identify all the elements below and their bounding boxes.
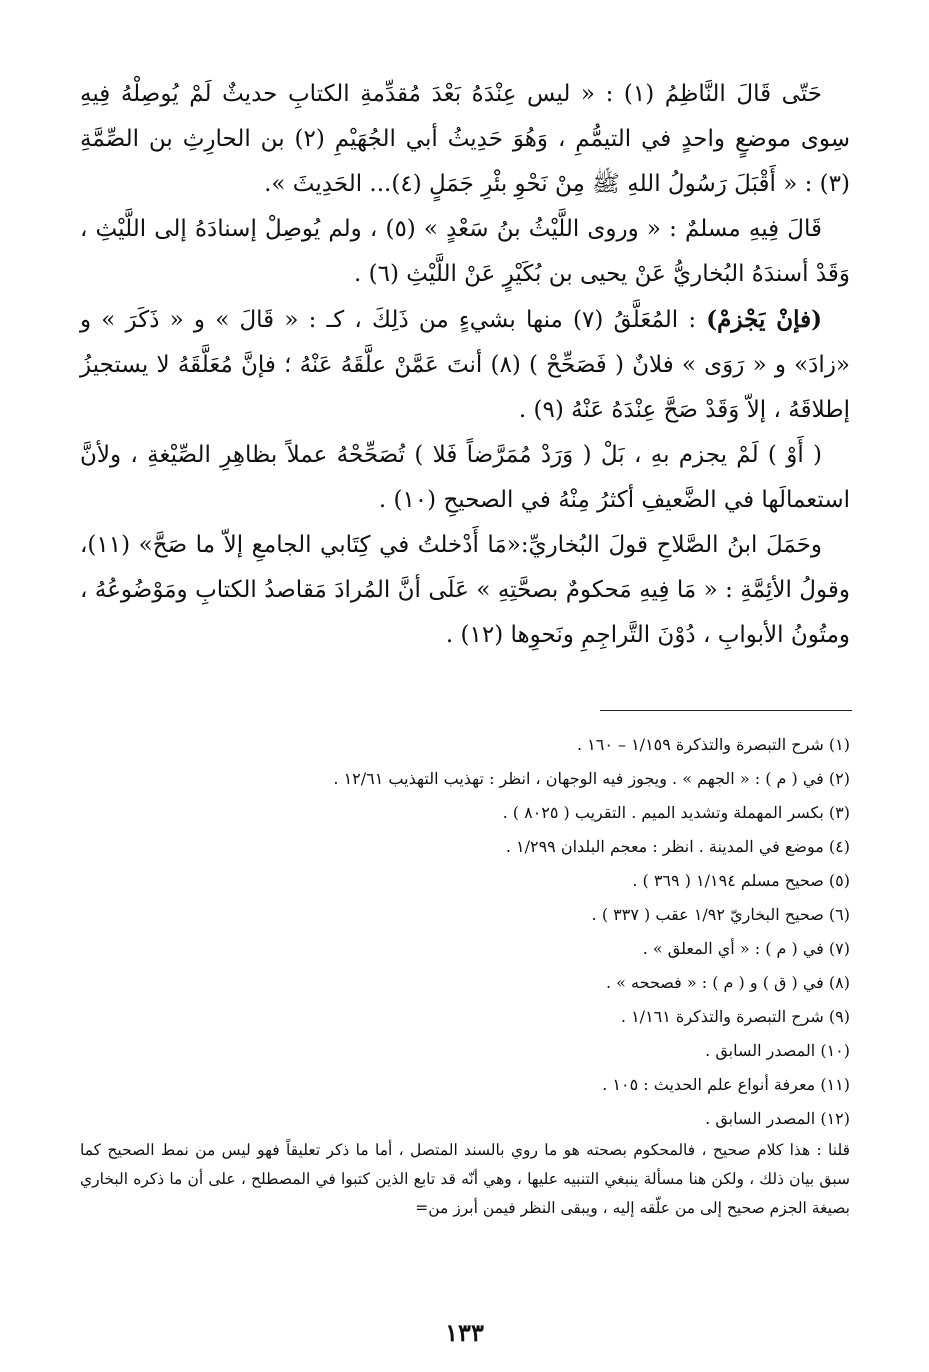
footnote-12: (١٢) المصدر السابق .	[705, 1109, 850, 1128]
footnote-4: (٤) موضع في المدينة . انظر : معجم البلدان ١/٢٩٩ .	[505, 837, 850, 856]
paragraph-3-text: : المُعَلَّقُ (٧) منها بشيءٍ من ذَلِكَ ، كـ : « قَالَ » و « ذَكَرَ » و «زادَ» و « رَوَى » فلانٌ ( فَصَحِّحْ ) (٨) أنتَ عَمَّنْ علَّقَهُ عَنْهُ ؛ فإنَّ مُعَلَّقَهُ لا يستجيزُ إطلاقَهُ ، إلاّ وَقَدْ صَحَّ عِنْدَهُ عَنْهُ (٩) .	[80, 307, 850, 423]
footnotes	[80, 728, 850, 1223]
footnote-separator	[600, 710, 852, 711]
footnote-2: (٢) في ( م ) : « الجهم » . ويجوز فيه الوجهان ، انظر : تهذيب التهذيب ١٢/٦١ .	[333, 769, 850, 788]
paragraph-3	[80, 297, 850, 433]
main-text	[80, 72, 850, 658]
footnote-7: (٧) في ( م ) : « أي المعلق » .	[642, 939, 850, 958]
verse-term: (فإنْ يَجْزمْ)	[706, 306, 823, 333]
paragraph-2: قَالَ فِيهِ مسلمٌ : « وروى اللَّيْثُ بنُ سَعْدٍ » (٥) ، ولم يُوصِلْ إسنادَهُ إلى اللَّيْثِ ، وَقَدْ أسندَهُ البُخاريُّ عَنْ يحيى بن بُكَيْرٍ عَنْ اللَّيْثِ (٦) .	[80, 216, 850, 287]
footnote-6: (٦) صحيح البخاريّ ١/٩٢ عقب ( ٣٣٧ ) .	[591, 905, 850, 924]
footnote-3: (٣) بكسر المهملة وتشديد الميم . التقريب ( ٨٠٢٥ ) .	[502, 803, 850, 822]
footnote-9: (٩) شرح التبصرة والتذكرة ١/١٦١ .	[620, 1007, 850, 1026]
paragraph-1: حَتّى قَالَ النَّاظِمُ (١) : « ليس عِنْدَهُ بَعْدَ مُقدِّمةِ الكتابِ حديثٌ لَمْ يُوصِلْهُ فِيهِ سِوى موضعٍ واحدٍ في التيمُّمِ ، وَهُوَ حَدِيثُ أبي الجُهَيْمِ (٢) بن الحارِثِ بن الصِّمَّةِ (٣) : « أَقْبَلَ رَسُولُ اللهِ ﷺ مِنْ نَحْوِ بئْرِ جَمَلٍ (٤)... الحَدِيثَ ».	[80, 81, 851, 197]
footnote-10: (١٠) المصدر السابق .	[705, 1041, 850, 1060]
editor-comment: قلنا : هذا كلام صحيح ، فالمحكوم بصحته هو ما روي بالسند المتصل ، أما ما ذكر تعليقاً فهو ليس من نمط الصحيح كما سبق بيان ذلك ، ولكن هنا مسألة ينبغي التنبيه عليها ، وهي أنّه قد تابع الذين كتبوا في المصطلح ، على أن ما ذكره البخاري بصيغة الجزم صحيح إلى من علّقه إليه ، ويبقى النظر فيمن أبرز من=	[80, 1141, 850, 1217]
paragraph-4: ( أَوْ ) لَمْ يجزم بهِ ، بَلْ ( وَرَدْ مُمَرَّضاً فَلا ) تُصَحِّحْهُ عملاً بظاهِرِ الصِّيْغةِ ، ولأنَّ استعمالَها في الضَّعيفِ أكثرُ مِنْهُ في الصحيحِ (١٠) .	[80, 442, 850, 513]
footnote-5: (٥) صحيح مسلم ١/١٩٤ ( ٣٦٩ ) .	[632, 871, 850, 890]
footnote-1: (١) شرح التبصرة والتذكرة ١/١٥٩ – ١٦٠ .	[576, 735, 850, 754]
footnote-8: (٨) في ( ق ) و ( م ) : « فصححه » .	[605, 973, 850, 992]
footnote-11: (١١) معرفة أنواع علم الحديث : ١٠٥ .	[602, 1075, 850, 1094]
page-number: ١٣٣	[445, 1318, 484, 1347]
paragraph-5: وحَمَلَ ابنُ الصَّلاحِ قولَ البُخاريِّ:«مَا أَدْخلتُ في كِتَابي الجامعِ إلاّ ما صَحَّ» (١١)، وقولُ الأئِمَّةِ : « مَا فِيهِ مَحكومٌ بصحَّتِهِ » عَلَى أنَّ المُرادَ مَقاصدُ الكتابِ ومَوْضُوعُهُ ، ومتُونُ الأبوابِ ، دُوْنَ التَّراجِمِ ونَحوِها (١٢) .	[80, 532, 850, 648]
